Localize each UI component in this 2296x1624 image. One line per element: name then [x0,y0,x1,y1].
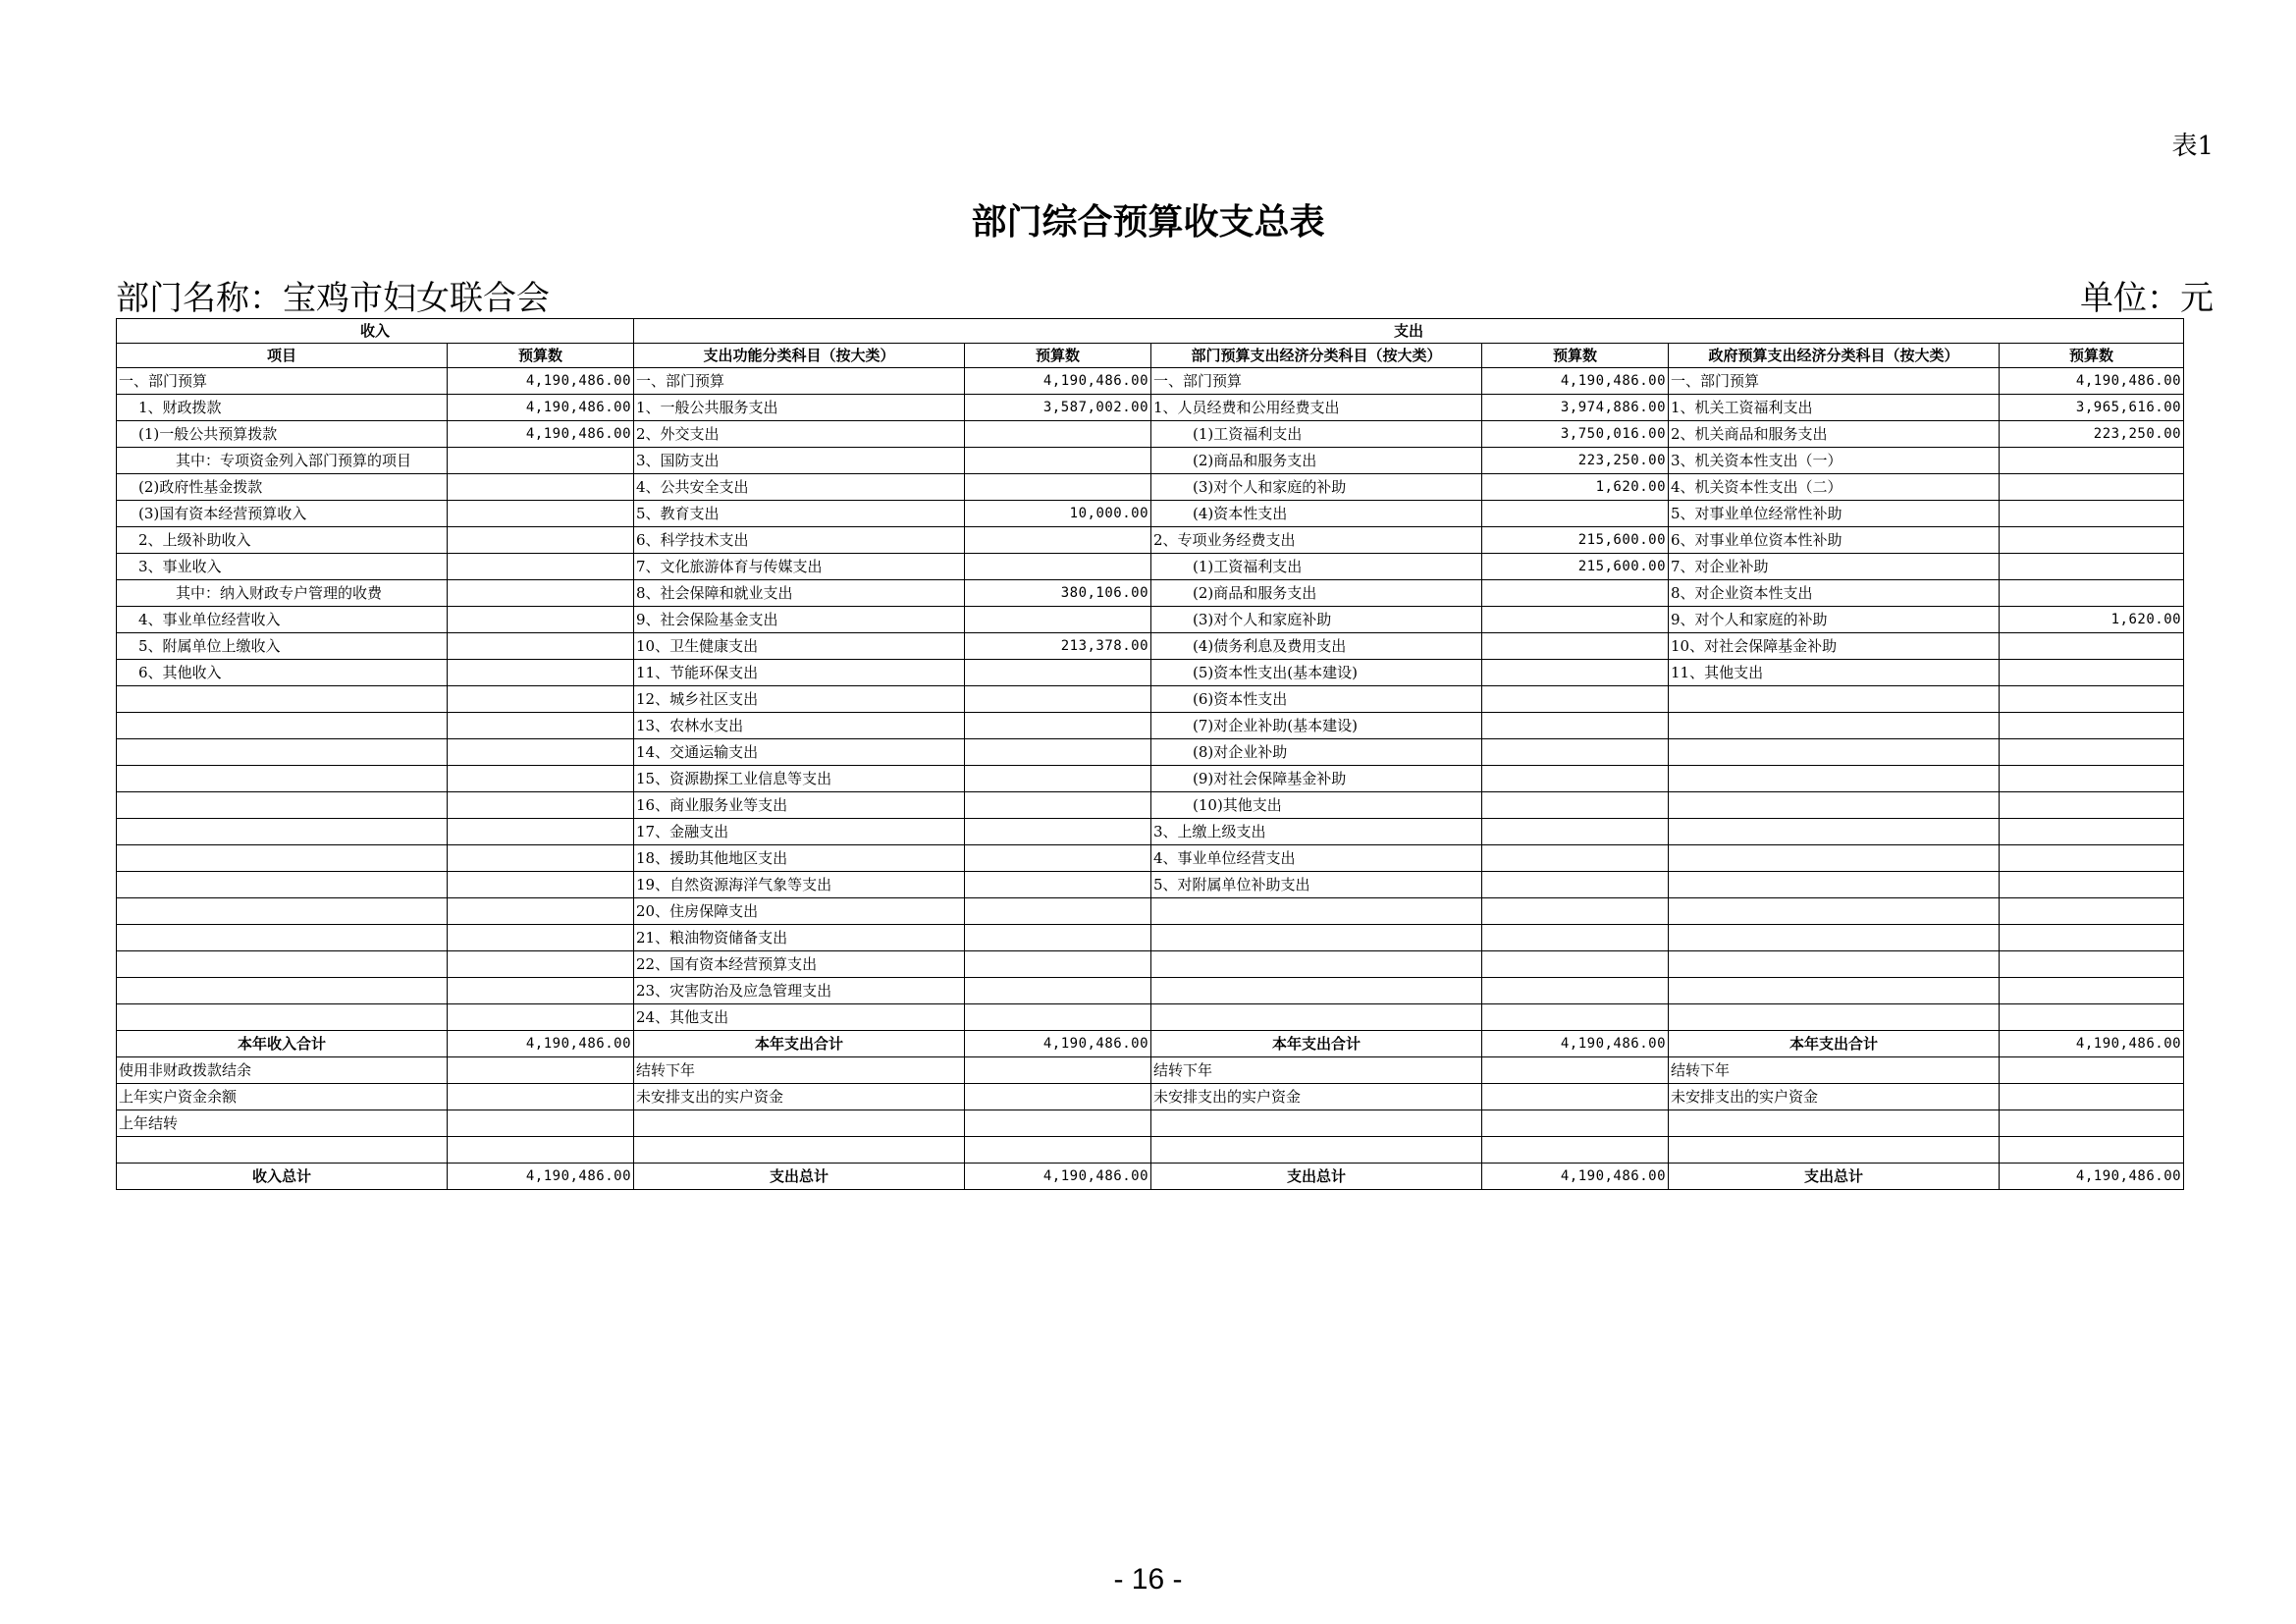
cell-func-amount [965,1057,1151,1084]
cell-income-amount [448,1110,634,1137]
cell-func-item: 未安排支出的实户资金 [634,1084,965,1110]
cell-func-amount [965,1137,1151,1164]
cell-dept-econ-item: 4、事业单位经营支出 [1151,845,1482,872]
cell-func-item: 10、卫生健康支出 [634,633,965,660]
cell-income-item: 上年实户资金余额 [117,1084,448,1110]
cell-income-amount [448,766,634,792]
cell-func-item: 24、其他支出 [634,1004,965,1031]
cell-func-amount: 4,190,486.00 [965,1031,1151,1057]
cell-gov-econ-amount [2000,633,2184,660]
cell-dept-econ-amount [1482,739,1669,766]
cell-gov-econ-item: 5、对事业单位经常性补助 [1669,501,2000,527]
table-row [117,1084,2184,1110]
cell-gov-econ-amount: 4,190,486.00 [2000,368,2184,395]
cell-func-item: 6、科学技术支出 [634,527,965,554]
cell-func-item: 17、金融支出 [634,819,965,845]
cell-gov-econ-amount [2000,713,2184,739]
group-header-row [117,319,2184,344]
cell-income-amount: 4,190,486.00 [448,421,634,448]
cell-func-item: 2、外交支出 [634,421,965,448]
cell-func-item: 9、社会保险基金支出 [634,607,965,633]
cell-dept-econ-amount [1482,1084,1669,1110]
cell-dept-econ-item [1151,1004,1482,1031]
table-row [117,978,2184,1004]
cell-gov-econ-item [1669,978,2000,1004]
cell-dept-econ-item: 3、上缴上级支出 [1151,819,1482,845]
year-total-row [117,1031,2184,1057]
cell-func-item: 8、社会保障和就业支出 [634,580,965,607]
cell-gov-econ-amount [2000,978,2184,1004]
cell-dept-econ-amount [1482,819,1669,845]
cell-income-item [117,845,448,872]
cell-func-amount [965,792,1151,819]
cell-dept-econ-item: 本年支出合计 [1151,1031,1482,1057]
cell-gov-econ-item: 未安排支出的实户资金 [1669,1084,2000,1110]
cell-dept-econ-item: 2、专项业务经费支出 [1151,527,1482,554]
cell-income-item: 1、财政拨款 [117,395,448,421]
cell-dept-econ-item: (3)对个人和家庭补助 [1151,607,1482,633]
cell-func-amount: 10,000.00 [965,501,1151,527]
cell-income-item: (3)国有资本经营预算收入 [117,501,448,527]
grand-total-row [117,1164,2184,1190]
cell-gov-econ-amount: 1,620.00 [2000,607,2184,633]
cell-func-amount [965,898,1151,925]
cell-gov-econ-item [1669,898,2000,925]
cell-func-amount [965,554,1151,580]
cell-func-item: 18、援助其他地区支出 [634,845,965,872]
cell-func-amount [965,660,1151,686]
cell-func-amount [965,713,1151,739]
cell-dept-econ-amount [1482,713,1669,739]
cell-gov-econ-item [1669,792,2000,819]
cell-gov-econ-item: 支出总计 [1669,1164,2000,1190]
cell-dept-econ-amount: 223,250.00 [1482,448,1669,474]
cell-income-amount: 4,190,486.00 [448,395,634,421]
cell-income-amount [448,792,634,819]
cell-gov-econ-item: 6、对事业单位资本性补助 [1669,527,2000,554]
cell-dept-econ-amount [1482,501,1669,527]
cell-dept-econ-item: 一、部门预算 [1151,368,1482,395]
page-title: 部门综合预算收支总表 [971,202,1325,243]
column-header-row [117,344,2184,368]
table-row [117,1137,2184,1164]
cell-gov-econ-amount [2000,1137,2184,1164]
cell-income-item [117,739,448,766]
table-row [117,554,2184,580]
table-row [117,766,2184,792]
cell-func-amount: 3,587,002.00 [965,395,1151,421]
cell-income-amount [448,607,634,633]
cell-income-amount [448,527,634,554]
cell-dept-econ-amount: 3,974,886.00 [1482,395,1669,421]
cell-gov-econ-item: 4、机关资本性支出（二） [1669,474,2000,501]
cell-dept-econ-amount [1482,845,1669,872]
cell-gov-econ-amount [2000,660,2184,686]
cell-func-item [634,1137,965,1164]
budget-summary-table [116,318,2184,1190]
cell-func-amount [965,739,1151,766]
cell-income-amount [448,1137,634,1164]
cell-gov-econ-amount [2000,448,2184,474]
table-row [117,580,2184,607]
table-row [117,660,2184,686]
cell-func-item: 11、节能环保支出 [634,660,965,686]
cell-dept-econ-amount: 4,190,486.00 [1482,1164,1669,1190]
cell-dept-econ-item: (5)资本性支出(基本建设) [1151,660,1482,686]
cell-income-amount [448,501,634,527]
cell-dept-econ-item: (10)其他支出 [1151,792,1482,819]
cell-income-amount [448,474,634,501]
cell-func-amount [965,474,1151,501]
cell-dept-econ-amount [1482,925,1669,951]
cell-dept-econ-amount: 4,190,486.00 [1482,1031,1669,1057]
cell-gov-econ-amount [2000,474,2184,501]
table-row [117,819,2184,845]
cell-gov-econ-item: 7、对企业补助 [1669,554,2000,580]
cell-dept-econ-item: (2)商品和服务支出 [1151,448,1482,474]
cell-func-item: 23、灾害防治及应急管理支出 [634,978,965,1004]
table-row [117,925,2184,951]
cell-func-item: 3、国防支出 [634,448,965,474]
cell-gov-econ-item: 8、对企业资本性支出 [1669,580,2000,607]
cell-income-item [117,898,448,925]
cell-func-item: 16、商业服务业等支出 [634,792,965,819]
cell-income-item: 其中：专项资金列入部门预算的项目 [117,448,448,474]
cell-dept-econ-item [1151,1110,1482,1137]
cell-func-item [634,1110,965,1137]
cell-income-amount [448,633,634,660]
col-header-amount: 预算数 [1482,344,1669,368]
cell-income-item: 使用非财政拨款结余 [117,1057,448,1084]
cell-gov-econ-amount [2000,1057,2184,1084]
cell-income-item [117,686,448,713]
cell-dept-econ-item: (2)商品和服务支出 [1151,580,1482,607]
cell-func-item: 1、一般公共服务支出 [634,395,965,421]
cell-func-item: 13、农林水支出 [634,713,965,739]
cell-dept-econ-item [1151,1137,1482,1164]
cell-income-item: 5、附属单位上缴收入 [117,633,448,660]
cell-gov-econ-amount [2000,580,2184,607]
cell-income-item [117,978,448,1004]
cell-func-amount [965,951,1151,978]
cell-gov-econ-item [1669,1110,2000,1137]
cell-func-amount [965,978,1151,1004]
col-header-func-category: 支出功能分类科目（按大类） [634,344,965,368]
cell-income-item: 本年收入合计 [117,1031,448,1057]
cell-income-amount: 4,190,486.00 [448,368,634,395]
cell-gov-econ-item: 结转下年 [1669,1057,2000,1084]
cell-income-item: 上年结转 [117,1110,448,1137]
cell-func-amount [965,448,1151,474]
cell-dept-econ-amount [1482,898,1669,925]
cell-income-amount: 4,190,486.00 [448,1164,634,1190]
cell-dept-econ-item: 结转下年 [1151,1057,1482,1084]
cell-func-amount [965,1084,1151,1110]
cell-func-amount: 213,378.00 [965,633,1151,660]
cell-income-item [117,713,448,739]
col-header-dept-econ-category: 部门预算支出经济分类科目（按大类） [1151,344,1482,368]
cell-dept-econ-amount [1482,1137,1669,1164]
cell-gov-econ-amount [2000,1004,2184,1031]
cell-gov-econ-item [1669,872,2000,898]
cell-func-amount [965,872,1151,898]
table-row [117,1057,2184,1084]
cell-gov-econ-item [1669,845,2000,872]
table-row [117,739,2184,766]
table-row [117,421,2184,448]
cell-income-amount [448,660,634,686]
cell-func-amount [965,607,1151,633]
cell-dept-econ-item: (3)对个人和家庭的补助 [1151,474,1482,501]
cell-gov-econ-amount [2000,554,2184,580]
cell-func-item: 7、文化旅游体育与传媒支出 [634,554,965,580]
department-name: 部门名称：宝鸡市妇女联合会 [116,279,550,318]
table-row [117,368,2184,395]
cell-dept-econ-amount: 215,600.00 [1482,554,1669,580]
cell-dept-econ-item: (1)工资福利支出 [1151,554,1482,580]
cell-dept-econ-amount [1482,978,1669,1004]
cell-dept-econ-amount [1482,1110,1669,1137]
cell-gov-econ-amount [2000,898,2184,925]
income-group-header: 收入 [117,319,634,344]
cell-income-amount [448,1084,634,1110]
cell-gov-econ-item: 本年支出合计 [1669,1031,2000,1057]
cell-dept-econ-amount [1482,872,1669,898]
cell-income-item: 4、事业单位经营收入 [117,607,448,633]
cell-income-item [117,1004,448,1031]
cell-income-item [117,872,448,898]
cell-income-item: (1)一般公共预算拨款 [117,421,448,448]
cell-gov-econ-item [1669,766,2000,792]
cell-gov-econ-item [1669,713,2000,739]
cell-income-item: 其中：纳入财政专户管理的收费 [117,580,448,607]
cell-func-amount [965,527,1151,554]
cell-dept-econ-item: 支出总计 [1151,1164,1482,1190]
cell-func-amount [965,421,1151,448]
cell-func-item: 4、公共安全支出 [634,474,965,501]
table-row [117,898,2184,925]
cell-gov-econ-amount [2000,845,2184,872]
cell-func-amount [965,925,1151,951]
cell-dept-econ-item [1151,978,1482,1004]
cell-dept-econ-item: 1、人员经费和公用经费支出 [1151,395,1482,421]
cell-gov-econ-amount: 3,965,616.00 [2000,395,2184,421]
cell-income-item [117,766,448,792]
cell-func-amount: 4,190,486.00 [965,368,1151,395]
cell-income-item [117,951,448,978]
cell-dept-econ-amount: 1,620.00 [1482,474,1669,501]
cell-gov-econ-amount [2000,527,2184,554]
cell-dept-econ-amount [1482,686,1669,713]
cell-gov-econ-amount: 4,190,486.00 [2000,1031,2184,1057]
cell-income-amount [448,819,634,845]
cell-dept-econ-amount [1482,792,1669,819]
cell-func-item: 支出总计 [634,1164,965,1190]
col-header-amount: 预算数 [448,344,634,368]
table-row [117,792,2184,819]
cell-func-item: 5、教育支出 [634,501,965,527]
cell-gov-econ-item: 10、对社会保障基金补助 [1669,633,2000,660]
cell-gov-econ-item: 1、机关工资福利支出 [1669,395,2000,421]
cell-gov-econ-amount [2000,872,2184,898]
cell-dept-econ-item: (4)资本性支出 [1151,501,1482,527]
cell-gov-econ-item: 2、机关商品和服务支出 [1669,421,2000,448]
cell-dept-econ-item [1151,898,1482,925]
cell-gov-econ-amount [2000,819,2184,845]
unit-label: 单位：元 [2080,279,2214,318]
cell-gov-econ-amount [2000,739,2184,766]
cell-dept-econ-item [1151,951,1482,978]
col-header-amount: 预算数 [2000,344,2184,368]
cell-gov-econ-amount: 4,190,486.00 [2000,1164,2184,1190]
cell-gov-econ-amount [2000,925,2184,951]
cell-dept-econ-amount [1482,660,1669,686]
table-number-label: 表1 [2171,132,2214,161]
cell-income-item: 一、部门预算 [117,368,448,395]
cell-func-amount [965,1110,1151,1137]
table-row [117,607,2184,633]
cell-gov-econ-item [1669,686,2000,713]
cell-gov-econ-item: 9、对个人和家庭的补助 [1669,607,2000,633]
cell-income-item: 2、上级补助收入 [117,527,448,554]
table-row [117,395,2184,421]
cell-income-amount [448,845,634,872]
cell-gov-econ-amount [2000,1084,2184,1110]
cell-income-amount [448,739,634,766]
page-number: - 16 - [1113,1563,1183,1596]
table-row [117,448,2184,474]
table-row [117,1110,2184,1137]
cell-income-item [117,819,448,845]
cell-income-amount [448,554,634,580]
cell-income-item: (2)政府性基金拨款 [117,474,448,501]
cell-func-item: 12、城乡社区支出 [634,686,965,713]
cell-dept-econ-item: (4)债务利息及费用支出 [1151,633,1482,660]
cell-gov-econ-amount [2000,792,2184,819]
cell-gov-econ-amount: 223,250.00 [2000,421,2184,448]
cell-func-amount [965,766,1151,792]
cell-dept-econ-amount [1482,1004,1669,1031]
cell-income-amount [448,925,634,951]
cell-dept-econ-amount [1482,607,1669,633]
cell-dept-econ-item: 未安排支出的实户资金 [1151,1084,1482,1110]
cell-income-item: 6、其他收入 [117,660,448,686]
cell-dept-econ-amount: 4,190,486.00 [1482,368,1669,395]
cell-func-amount: 4,190,486.00 [965,1164,1151,1190]
cell-dept-econ-item: (6)资本性支出 [1151,686,1482,713]
cell-gov-econ-amount [2000,686,2184,713]
cell-income-item [117,925,448,951]
cell-func-item: 结转下年 [634,1057,965,1084]
cell-dept-econ-item: (9)对社会保障基金补助 [1151,766,1482,792]
cell-dept-econ-amount: 215,600.00 [1482,527,1669,554]
cell-income-amount [448,898,634,925]
cell-func-amount: 380,106.00 [965,580,1151,607]
cell-func-item: 本年支出合计 [634,1031,965,1057]
cell-gov-econ-item [1669,951,2000,978]
cell-func-amount [965,819,1151,845]
table-row [117,713,2184,739]
cell-gov-econ-item: 11、其他支出 [1669,660,2000,686]
cell-dept-econ-item: (7)对企业补助(基本建设) [1151,713,1482,739]
cell-gov-econ-amount [2000,501,2184,527]
col-header-gov-econ-category: 政府预算支出经济分类科目（按大类） [1669,344,2000,368]
cell-func-item: 一、部门预算 [634,368,965,395]
cell-gov-econ-item [1669,739,2000,766]
cell-func-item: 21、粮油物资储备支出 [634,925,965,951]
cell-dept-econ-amount [1482,951,1669,978]
cell-dept-econ-amount [1482,766,1669,792]
expense-group-header: 支出 [634,319,2184,344]
cell-dept-econ-item: 5、对附属单位补助支出 [1151,872,1482,898]
cell-income-item [117,1137,448,1164]
cell-gov-econ-amount [2000,951,2184,978]
table-row [117,633,2184,660]
cell-func-amount [965,686,1151,713]
cell-dept-econ-amount: 3,750,016.00 [1482,421,1669,448]
cell-income-amount [448,872,634,898]
cell-func-amount [965,845,1151,872]
cell-dept-econ-item: (8)对企业补助 [1151,739,1482,766]
cell-income-amount [448,713,634,739]
cell-income-amount [448,978,634,1004]
col-header-item: 项目 [117,344,448,368]
cell-income-amount [448,1057,634,1084]
cell-income-amount [448,686,634,713]
cell-income-amount: 4,190,486.00 [448,1031,634,1057]
table-row [117,474,2184,501]
table-row [117,501,2184,527]
cell-func-item: 22、国有资本经营预算支出 [634,951,965,978]
cell-func-item: 19、自然资源海洋气象等支出 [634,872,965,898]
cell-income-item [117,792,448,819]
cell-income-item: 收入总计 [117,1164,448,1190]
cell-func-item: 15、资源勘探工业信息等支出 [634,766,965,792]
table-row [117,845,2184,872]
cell-income-item: 3、事业收入 [117,554,448,580]
table-row [117,872,2184,898]
cell-gov-econ-item [1669,1004,2000,1031]
cell-income-amount [448,580,634,607]
cell-dept-econ-item [1151,925,1482,951]
cell-func-item: 14、交通运输支出 [634,739,965,766]
cell-gov-econ-item [1669,819,2000,845]
cell-income-amount [448,1004,634,1031]
cell-income-amount [448,951,634,978]
cell-func-amount [965,1004,1151,1031]
cell-gov-econ-item: 一、部门预算 [1669,368,2000,395]
cell-dept-econ-item: (1)工资福利支出 [1151,421,1482,448]
cell-gov-econ-amount [2000,1110,2184,1137]
table-row [117,527,2184,554]
cell-dept-econ-amount [1482,580,1669,607]
cell-func-item: 20、住房保障支出 [634,898,965,925]
cell-gov-econ-item: 3、机关资本性支出（一） [1669,448,2000,474]
cell-gov-econ-item [1669,1137,2000,1164]
col-header-amount: 预算数 [965,344,1151,368]
cell-gov-econ-amount [2000,766,2184,792]
table-row [117,951,2184,978]
table-row [117,1004,2184,1031]
cell-dept-econ-amount [1482,1057,1669,1084]
cell-dept-econ-amount [1482,633,1669,660]
cell-gov-econ-item [1669,925,2000,951]
cell-income-amount [448,448,634,474]
table-row [117,686,2184,713]
